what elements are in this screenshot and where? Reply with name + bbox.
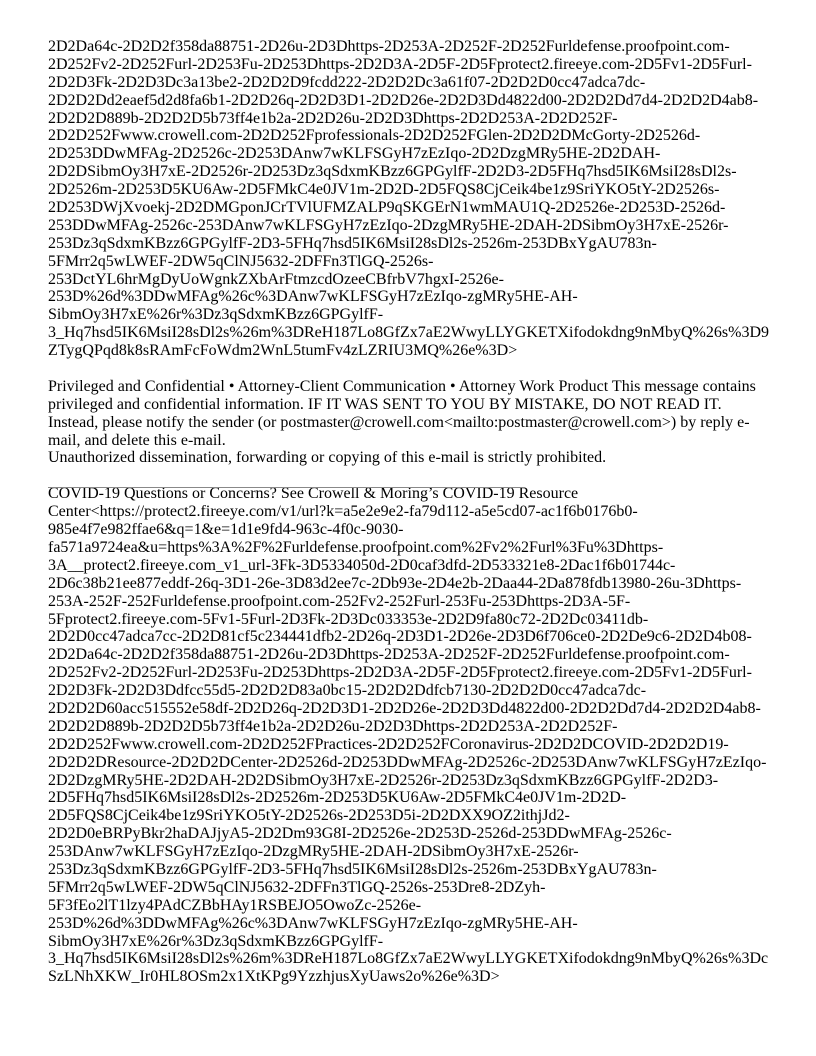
text-line: SibmOy3H7xE%26r%3Dz3qSdxmKBzz6GPGylfF- — [48, 306, 384, 324]
text-line: 2D6c38b21ee877eddf-26q-3D1-26e-3D83d2ee7c-2Db93e-2D4e2b-2Daa44-2Da878fdb13980-26u-3Dhttps- — [48, 574, 742, 592]
notice-line: privileged and confidential information. IF IT WAS SENT TO YOU BY MISTAKE, DO NOT READ IT. — [48, 395, 722, 413]
text-line: 5FMrr2q5wLWEF-2DW5qClNJ5632-2DFFn3TlGQ-2526s-253Dre8-2DZyh- — [48, 878, 546, 896]
text-line: 2D2D252Fwww.crowell.com-2D2D252FPractices-2D2D252FCoronavirus-2D2D2DCOVID-2D2D2D19- — [48, 735, 729, 753]
text-line: 2D5FHq7hsd5IK6MsiI28sDl2s-2D2526m-2D253D5KU6Aw-2D5FMkC4e0JV1m-2D2D- — [48, 789, 627, 807]
confidentiality-notice — [48, 378, 796, 467]
text-line: 2D253DDwMFAg-2D2526c-2D253DAnw7wKLFSGyH7zEzIqo-2D2DzgMRy5HE-2D2DAH- — [48, 145, 661, 163]
text-line: 2D2Da64c-2D2D2f358da88751-2D26u-2D3Dhttps-2D253A-2D252F-2D252Furldefense.proofpoint.com- — [48, 38, 730, 55]
text-line: 2D2D252Fwww.crowell.com-2D2D252Fprofessionals-2D2D252FGlen-2D2D2DMcGorty-2D2526d- — [48, 127, 701, 145]
text-line: 2D2D0eBRPyBkr2haDAJjyA5-2D2Dm93G8I-2D2526e-2D253D-2526d-253DDwMFAg-2526c- — [48, 825, 672, 843]
text-line: fa571a9724ea&u=https%3A%2F%2Furldefense.proofpoint.com%2Fv2%2Furl%3Fu%3Dhttps- — [48, 538, 664, 556]
text-line: 2D2D3Fk-2D2D3Ddfcc55d5-2D2D2D83a0bc15-2D2D2Ddfcb7130-2D2D2D0cc47adca7dc- — [48, 682, 647, 700]
text-line: ZTygQPqd8k8sRAmFcFoWdm2WnL5tumFv4zLZRIU3MQ%26e%3D> — [48, 342, 518, 360]
horizontal-rule — [48, 467, 796, 485]
url-block-1 — [48, 38, 796, 360]
text-line: 3_Hq7hsd5IK6MsiI28sDl2s%26m%3DReH187Lo8GfZx7aE2WwyLLYGKETXifodokdng9nMbyQ%26s%3Dc — [48, 950, 769, 968]
text-line: SzLNhXKW_Ir0HL8OSm2x1XtKPg9YzzhjusXyUaws2o%26e%3D> — [48, 968, 500, 986]
text-line: 3A__protect2.fireeye.com_v1_url-3Fk-3D5334050d-2D0caf3dfd-2D533321e8-2Dac1f6b01744c- — [48, 556, 676, 574]
text-line: SibmOy3H7xE%26r%3Dz3qSdxmKBzz6GPGylfF- — [48, 932, 384, 950]
notice-line: Instead, please notify the sender (or postmaster@crowell.com<mailto:postmaster@crowell.com>) by reply e- — [48, 413, 750, 431]
notice-line: Unauthorized dissemination, forwarding or copying of this e-mail is strictly prohibited. — [48, 449, 607, 467]
text-line: 253DAnw7wKLFSGyH7zEzIqo-2DzgMRy5HE-2DAH-2DSibmOy3H7xE-2526r- — [48, 843, 579, 861]
text-line: Center<https://protect2.fireeye.com/v1/url?k=a5e2e9e2-fa79d112-a5e5cd07-ac1f6b0176b0- — [48, 503, 638, 521]
text-line: 2D2D2D60acc515552e58df-2D2D26q-2D2D3D1-2D2D26e-2D2D3Dd4822d00-2D2D2Dd7d4-2D2D2D4ab8- — [48, 699, 761, 717]
text-line: 253DDwMFAg-2526c-253DAnw7wKLFSGyH7zEzIqo-2DzgMRy5HE-2DAH-2DSibmOy3H7xE-2526r- — [48, 216, 729, 234]
text-line: 253D%26d%3DDwMFAg%26c%3DAnw7wKLFSGyH7zEzIqo-zgMRy5HE-AH- — [48, 914, 578, 932]
text-line: 253A-252F-252Furldefense.proofpoint.com-252Fv2-252Furl-253Fu-253Dhttps-2D3A-5F- — [48, 592, 631, 610]
text-line: 5FMrr2q5wLWEF-2DW5qClNJ5632-2DFFn3TlGQ-2526s- — [48, 252, 434, 270]
email-footer-document — [48, 38, 796, 986]
text-line: 2D253DWjXvoekj-2D2DMGponJCrTVlUFMZALP9qSKGErN1wmMAU1Q-2D2526e-2D253D-2526d- — [48, 199, 726, 217]
text-line: 2D2Da64c-2D2D2f358da88751-2D26u-2D3Dhttps-2D253A-2D252F-2D252Furldefense.proofpoint.com- — [48, 646, 730, 664]
text-line: 2D2526m-2D253D5KU6Aw-2D5FMkC4e0JV1m-2D2D-2D5FQS8CjCeik4be1z9SriYKO5tY-2D2526s- — [48, 181, 720, 199]
text-line: 2D2DSibmOy3H7xE-2D2526r-2D253Dz3qSdxmKBzz6GPGylfF-2D2D3-2D5FHq7hsd5IK6MsiI28sDl2s- — [48, 163, 737, 181]
text-line: 2D2D2D889b-2D2D2D5b73ff4e1b2a-2D2D26u-2D2D3Dhttps-2D2D253A-2D2D252F- — [48, 717, 618, 735]
text-line: 253Dz3qSdxmKBzz6GPGylfF-2D3-5FHq7hsd5IK6MsiI28sDl2s-2526m-253DBxYgAU783n- — [48, 234, 657, 252]
covid-resource-block — [48, 485, 796, 986]
text-line: 2D2D0cc47adca7cc-2D2D81cf5c234441dfb2-2D26q-2D3D1-2D26e-2D3D6f706ce0-2D2De9c6-2D2D4b08- — [48, 628, 752, 646]
text-line: 985e4f7e982ffae6&q=1&e=1d1e9fd4-963c-4f0c-9030- — [48, 521, 404, 539]
text-line: 3_Hq7hsd5IK6MsiI28sDl2s%26m%3DReH187Lo8GfZx7aE2WwyLLYGKETXifodokdng9nMbyQ%26s%3D9 — [48, 324, 769, 342]
text-line: 2D252Fv2-2D252Furl-2D253Fu-2D253Dhttps-2D2D3A-2D5F-2D5Fprotect2.fireeye.com-2D5Fv1-2D5Furl- — [48, 55, 752, 73]
text-line: 253Dz3qSdxmKBzz6GPGylfF-2D3-5FHq7hsd5IK6MsiI28sDl2s-2526m-253DBxYgAU783n- — [48, 860, 657, 878]
text-line: 2D2D3Fk-2D2D3Dc3a13be2-2D2D2D9fcdd222-2D2D2Dc3a61f07-2D2D2D0cc47adca7dc- — [48, 73, 646, 91]
text-line: 2D5FQS8CjCeik4be1z9SriYKO5tY-2D2526s-2D253D5i-2D2DXX9OZ2ithjJd2- — [48, 807, 570, 825]
text-line: 5Fprotect2.fireeye.com-5Fv1-5Furl-2D3Fk-2D3Dc033353e-2D2D9fa80c72-2D2Dc03411db- — [48, 610, 649, 628]
text-line: 2D2D2DResource-2D2D2DCenter-2D2526d-2D253DDwMFAg-2D2526c-2D253DAnw7wKLFSGyH7zEzIqo- — [48, 753, 767, 771]
text-line: 2D2D2Dd2eaef5d2d8fa6b1-2D2D26q-2D2D3D1-2D2D26e-2D2D3Dd4822d00-2D2D2Dd7d4-2D2D2D4ab8- — [48, 91, 759, 109]
text-line: COVID-19 Questions or Concerns? See Crowell & Moring’s COVID-19 Resource — [48, 485, 579, 503]
text-line: 253D%26d%3DDwMFAg%26c%3DAnw7wKLFSGyH7zEzIqo-zgMRy5HE-AH- — [48, 288, 578, 306]
notice-line: Privileged and Confidential • Attorney-Client Communication • Attorney Work Product This message contains — [48, 377, 756, 395]
text-line: 253DctYL6hrMgDyUoWgnkZXbArFtmzcdOzeeCBfrbV7hgxI-2526e- — [48, 270, 504, 288]
notice-line: mail, and delete this e-mail. — [48, 431, 226, 449]
text-line: 5F3fEo2lT1lzy4PAdCZBbHAy1RSBEJO5OwoZc-2526e- — [48, 896, 422, 914]
text-line: 2D252Fv2-2D252Furl-2D253Fu-2D253Dhttps-2D2D3A-2D5F-2D5Fprotect2.fireeye.com-2D5Fv1-2D5Furl- — [48, 664, 752, 682]
text-line: 2D2D2D889b-2D2D2D5b73ff4e1b2a-2D2D26u-2D2D3Dhttps-2D2D253A-2D2D252F- — [48, 109, 618, 127]
blank-line — [48, 360, 796, 378]
text-line: 2D2DzgMRy5HE-2D2DAH-2D2DSibmOy3H7xE-2D2526r-2D253Dz3qSdxmKBzz6GPGylfF-2D2D3- — [48, 771, 719, 789]
